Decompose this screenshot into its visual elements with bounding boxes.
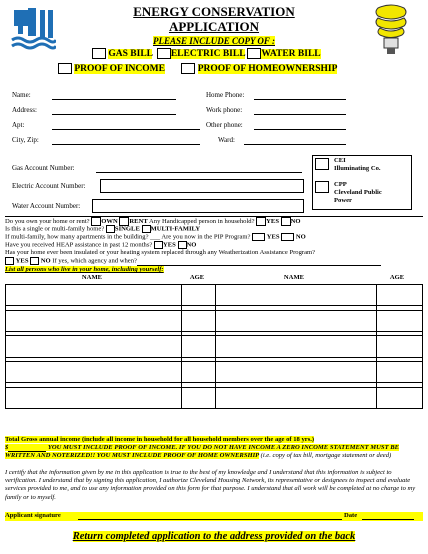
member-age-cell[interactable] [181,361,215,382]
gas-account-label: Gas Account Number: [12,164,75,172]
question-agency: YES NO If yes, which agency and when? [5,257,381,266]
work-phone-label: Work phone: [206,106,243,114]
agency-field[interactable] [137,259,381,266]
handicap-no-checkbox[interactable] [281,217,291,226]
member-name-cell[interactable] [215,336,377,357]
page-title: ENERGY CONSERVATION [133,4,295,19]
income-line: Total Gross annual income (include all income in household for all household members over the age of 18 yrs.) [5,436,315,443]
single-checkbox[interactable] [106,225,115,233]
proof-homeownership-checkbox[interactable] [181,63,195,74]
doc-list: GAS BILL ELECTRIC BILL WATER BILL [92,48,321,60]
work-phone-field[interactable] [254,105,346,115]
member-age-cell[interactable] [377,310,423,331]
water-bill-checkbox[interactable] [247,48,261,59]
member-age-cell[interactable] [181,285,215,306]
name-label: Name: [12,91,31,99]
city-zip-field[interactable] [52,135,200,145]
other-phone-field[interactable] [254,120,346,130]
pip-no-checkbox[interactable] [281,233,294,241]
question-own-rent: Do you own your home or rent? OWN RENT Any Handicapped person in household? YES NO [5,218,301,226]
table-row [6,285,423,306]
doc-list-2: PROOF OF INCOME PROOF OF HOMEOWNERSHIP [58,63,337,75]
member-name-cell[interactable] [215,285,377,306]
member-name-cell[interactable] [6,310,182,331]
heap-no-checkbox[interactable] [178,241,187,249]
address-field[interactable] [52,105,176,115]
income-warning: $ YOU MUST INCLUDE PROOF OF INCOME. IF YOU DO NOT HAVE INCOME A ZERO INCOME STATEMENT MUST BE WRITTEN AND NOTERIZED!! YOU MUST INCLUDE PROOF OF HOME OWNERSHIP (i.e. copy of tax bill, mortgage statement or deed) [5,444,400,460]
member-name-cell[interactable] [215,387,377,408]
member-age-cell[interactable] [377,285,423,306]
member-age-cell[interactable] [181,387,215,408]
table-row [6,387,423,408]
heap-yes-checkbox[interactable] [154,241,163,249]
page-title-line2: APPLICATION [168,19,260,34]
col-name-1: NAME [81,274,103,281]
home-phone-label: Home Phone: [206,91,245,99]
question-pip: If multi-family, how many apartments in the building? ___ Are you now in the PIP Program? YES NO [5,233,306,241]
member-name-cell[interactable] [215,310,377,331]
city-zip-label: City, Zip: [12,136,39,144]
pip-yes-checkbox[interactable] [252,233,265,241]
member-age-cell[interactable] [377,387,423,408]
certification-text: I certify that the information given by me in this application is true to the best of my knowledge and I understand that this information is subject to verification. I understand that by signing this application, I authorize Cleveland Housing Network, its representative or designees to inspect and evaluate services provided to me, and to use any information provided on this form for that purpose. I understand that all work will be completed at no charge to my family or to myself. [5,469,416,501]
signature-field[interactable] [78,512,342,520]
col-name-2: NAME [283,274,305,281]
home-phone-field[interactable] [254,90,346,100]
member-age-cell[interactable] [181,310,215,331]
table-row [6,336,423,357]
ward-field[interactable] [244,135,346,145]
handicap-yes-checkbox[interactable] [256,217,266,226]
electric-bill-checkbox[interactable] [157,48,171,59]
member-name-cell[interactable] [6,336,182,357]
other-phone-label: Other phone: [206,121,243,129]
gas-bill-checkbox[interactable] [92,48,106,59]
members-table [5,284,423,409]
proof-income-checkbox[interactable] [58,63,72,74]
multi-checkbox[interactable] [142,225,151,233]
question-weatherization: Has your home ever been insulated or your heating system replaced through any Weatherization Assistance Program? [5,249,316,256]
cei-label: CEI Illuminating Co. [334,157,381,173]
signature-label: Applicant signature [5,512,61,519]
col-age-1: AGE [189,274,205,281]
cei-checkbox[interactable] [315,158,329,170]
name-field[interactable] [52,90,176,100]
electric-account-field[interactable] [100,179,304,193]
water-account-label: Water Account Number: [12,202,81,210]
member-age-cell[interactable] [377,336,423,357]
water-account-field[interactable] [92,199,304,213]
address-label: Address: [12,106,37,114]
income-amount-field[interactable] [8,445,46,452]
question-home-type: Is this a single or multi-family home? SINGLE MULTI-FAMILY [5,225,201,233]
electric-account-label: Electric Account Number: [12,182,86,190]
weatherization-no-checkbox[interactable] [30,257,39,265]
member-name-cell[interactable] [6,361,182,382]
cpp-label: CPP Cleveland Public Power [334,181,382,205]
member-name-cell[interactable] [6,285,182,306]
apt-field[interactable] [52,120,200,130]
ward-label: Ward: [218,136,235,144]
include-note: PLEASE INCLUDE COPY OF : [152,36,275,46]
member-age-cell[interactable] [181,336,215,357]
apt-label: Apt: [12,121,25,129]
members-heading: List all persons who live in your home, including yourself: [5,266,164,273]
question-heap: Have you received HEAP assistance in past 12 months? YES NO [5,241,197,249]
return-instructions: Return completed application to the address provided on the back [72,531,356,542]
date-field[interactable] [362,512,414,520]
table-row [6,361,423,382]
member-name-cell[interactable] [6,387,182,408]
table-row [6,310,423,331]
gas-account-field[interactable] [96,163,302,173]
member-age-cell[interactable] [377,361,423,382]
member-name-cell[interactable] [215,361,377,382]
date-label: Date [344,512,358,519]
col-age-2: AGE [389,274,405,281]
cpp-checkbox[interactable] [315,181,329,193]
weatherization-yes-checkbox[interactable] [5,257,14,265]
